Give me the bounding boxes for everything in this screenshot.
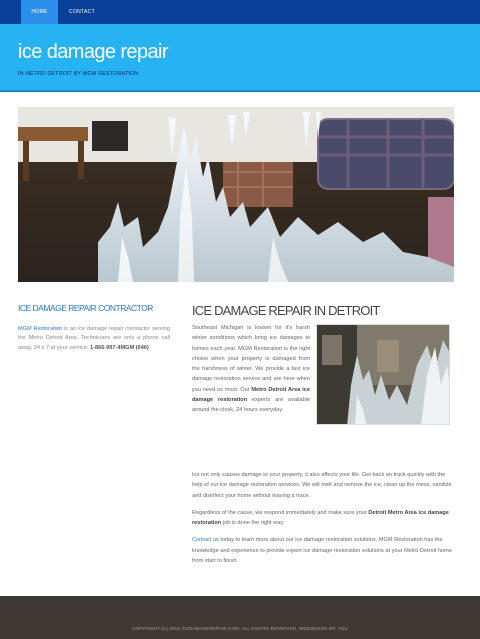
sidebar-phone: 1-866-997-4MGM (646) — [90, 344, 149, 351]
site-footer — [0, 596, 480, 639]
main-heading: ICE DAMAGE REPAIR IN DETROIT — [192, 303, 380, 318]
site-tagline: IN METRO DETROIT BY MGM RESTORATION — [18, 71, 139, 77]
copyright-text: COPYRIGHT (C) 2015 ICEDAMAGEREPAIR.COM. ALL RIGHTS RESERVED. WEBDESIGN BY: YOU — [132, 626, 348, 631]
sidebar-text: is an ice damage repair contractor serving the Metro Detroit Area. Technicians are only a phone call away, 24 x 7 at your service: — [18, 326, 170, 351]
content-paragraph-3 — [192, 508, 454, 529]
sidebar-paragraph — [18, 325, 170, 353]
intro-section — [192, 323, 454, 461]
top-navigation — [0, 0, 480, 24]
para3-text: Regardless of the cause, we respond immediately and make sure your — [192, 509, 369, 516]
intro-bold: Metro Detroit Area ice damage restoration — [192, 386, 310, 404]
content-paragraph-4 — [192, 535, 454, 566]
sidebar — [18, 303, 170, 353]
para3-bold: Detroit Metro Area ice damage restoration — [192, 509, 449, 527]
site-header — [0, 24, 480, 92]
main-content — [192, 303, 454, 566]
hero-image — [18, 107, 454, 282]
sidebar-heading: ICE DAMAGE REPAIR CONTRACTOR — [18, 303, 153, 313]
contact-us-link[interactable]: Contact us — [192, 537, 219, 544]
ice-damage-photo — [316, 324, 450, 425]
intro-paragraph — [192, 323, 310, 416]
para3-tail: job is done the right way. — [221, 520, 285, 527]
site-title[interactable]: ice damage repair — [18, 41, 168, 63]
nav-home-link[interactable]: HOME — [21, 0, 58, 24]
para4-text: today to learn more about our ice damage restoration solutions. MGM Restoration has the knowledge and experience to provide expert ice damage restoration solutions at your Metro Detroit home from start to finish. — [192, 537, 452, 565]
nav-contact-link[interactable]: CONTACT — [69, 9, 95, 15]
content-paragraph-2: Ice not only causes damage to your property, it also affects your life. Get back on track quickly with the help of our ice damage restoration services. We will melt and remove the ice, clean up the mess, sanitize and disinfect your home without leaving a trace. — [192, 472, 452, 499]
intro-tail: experts are available around the clock, 24 hours everyday. — [192, 397, 310, 414]
sidebar-mgm-link[interactable]: MGM Restoration — [18, 326, 63, 332]
intro-text: Southeast Michigan is known for it's harsh winter conditions which bring ice damages to homes each year. MGM Restoration is the right choice when your property is damaged from the harshness of winter. We provide a fast ice damage restoration service and are here when you need us most. Our — [192, 325, 310, 393]
